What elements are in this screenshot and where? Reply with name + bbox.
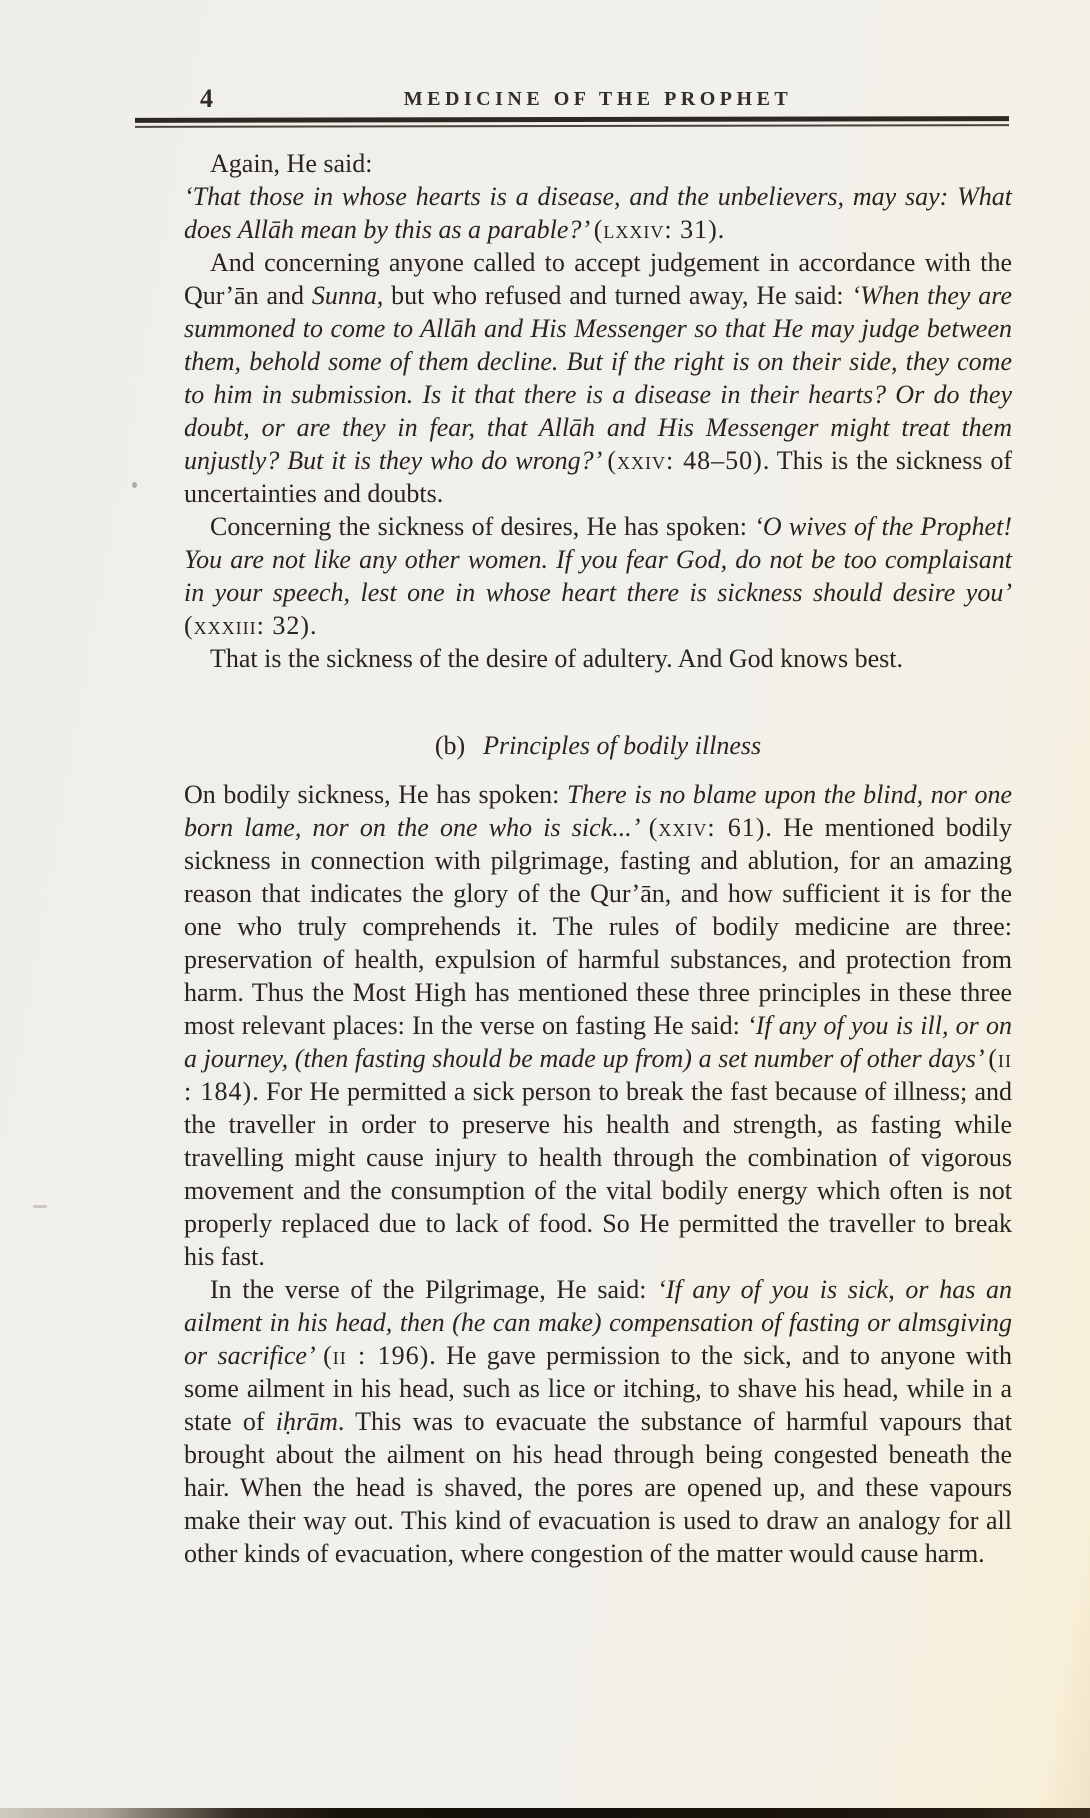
paragraph <box>184 246 1012 510</box>
scan-speck <box>132 482 137 488</box>
text-run: (b) <box>434 731 466 760</box>
text-run: (ii : 196) <box>323 1341 430 1370</box>
text-run: . He gave permission to the sick, and to anyone with some ailment in his head, such as lice or itching, to shave his head, while in a state of <box>184 1341 1012 1436</box>
header-rule-thick <box>135 116 1009 123</box>
header-rule-thin <box>135 124 1009 128</box>
text-run: . For He permitted a sick person to break the fast because of illness; and the traveller in order to preserve his health and strength, as fasting while travelling might cause injury to health through the combination of vigorous movement and the consumption of the vital bodily energy which often is not properly replaced due to lack of food. So He permitted the traveller to break his fast. <box>184 1077 1013 1271</box>
text-run: Concerning the sickness of desires, He has spoken: <box>210 512 755 541</box>
page-body <box>184 147 1012 1570</box>
paragraph <box>184 1273 1012 1570</box>
text-run: ‘That those in whose hearts is a disease, and the unbelievers, may say: What does Allāh mean by this as a parable?’ <box>184 182 1012 244</box>
text-run: And concerning anyone called to accept judgement in accordance with the Qur’ān and <box>184 248 1012 310</box>
text-run: iḥrām <box>275 1407 338 1436</box>
text-run: In the verse of the Pilgrimage, He said: <box>210 1275 658 1304</box>
page-number: 4 <box>200 84 213 113</box>
running-head: MEDICINE OF THE PROPHET <box>403 88 793 110</box>
text-run: ‘O wives of the Prophet! You are not like any other women. If you fear God, do not be too complaisant in your speech, lest one in whose heart there is sickness should desire you’ <box>184 512 1012 607</box>
paragraph <box>184 510 1012 642</box>
text-run: (ii : 184) <box>184 1044 1012 1106</box>
scan-edge-bar <box>0 1808 1090 1818</box>
paragraph <box>184 180 1012 246</box>
scan-speck <box>33 1205 47 1208</box>
text-run: On bodily sickness, He has spoken: <box>184 780 568 809</box>
paragraph <box>184 147 1012 180</box>
section-heading <box>184 729 1012 762</box>
paragraph <box>184 778 1012 1273</box>
text-run: ‘If any of you is ill, or on a journey, (then fasting should be made up from) a set number of other days’ <box>184 1011 1012 1073</box>
text-run: There is no blame upon the blind, nor one born lame, nor on the one who is sick...’ <box>184 780 1012 842</box>
text-run: . This is the sickness of uncertainties and doubts. <box>184 446 1013 508</box>
header-rule <box>135 116 1009 128</box>
paragraph <box>184 642 1012 675</box>
text-run: ‘If any of you is sick, or has an ailment in his head, then (he can make) compensation of fasting or almsgiving or sacrifice’ <box>184 1275 1012 1370</box>
text-run: . This was to evacuate the substance of harmful vapours that brought about the ailment on his head through being congested beneath the hair. When the head is shaved, the pores are opened up, and these vapours make their way out. This kind of evacuation is used to draw an analogy for all other kinds of evacuation, where congestion of the matter would cause harm. <box>184 1407 1012 1568</box>
text-run: (xxxiii: 32) <box>184 611 311 640</box>
text-run: (xxiv: 61) <box>648 813 766 842</box>
text-run: That is the sickness of the desire of adultery. And God knows best. <box>210 644 903 673</box>
text-run: Again, He said: <box>210 149 373 178</box>
text-run: . <box>310 611 317 640</box>
text-run: (lxxiv: 31) <box>593 215 718 244</box>
text-run: . <box>717 215 725 244</box>
text-run: (xxiv: 48–50) <box>607 446 763 475</box>
text-run: ‘When they are summoned to come to Allāh and His Messenger so that He may judge between them, behold some of them decline. But if the right is on their side, they come to him in submission. Is it that there is a disease in their hearts? Or do they doubt, or are they in fear, that Allāh and His Messenger might treat them unjustly? But it is they who do wrong?’ <box>184 281 1013 475</box>
text-run: , but who refused and turned away, He said: <box>376 281 852 310</box>
text-run: Sunna <box>311 281 377 310</box>
text-run: . He mentioned bodily sickness in connection with pilgrimage, fasting and ablution, for an amazing reason that indicates the glory of the Qur’ān, and how sufficient it is for the one who truly comprehends it. The rules of bodily medicine are three: preservation of health, expulsion of harmful substances, and protection from harm. Thus the Most High has mentioned these three principles in these three most relevant places: In the verse on fasting He said: <box>184 813 1013 1040</box>
text-run: Principles of bodily illness <box>483 731 762 760</box>
